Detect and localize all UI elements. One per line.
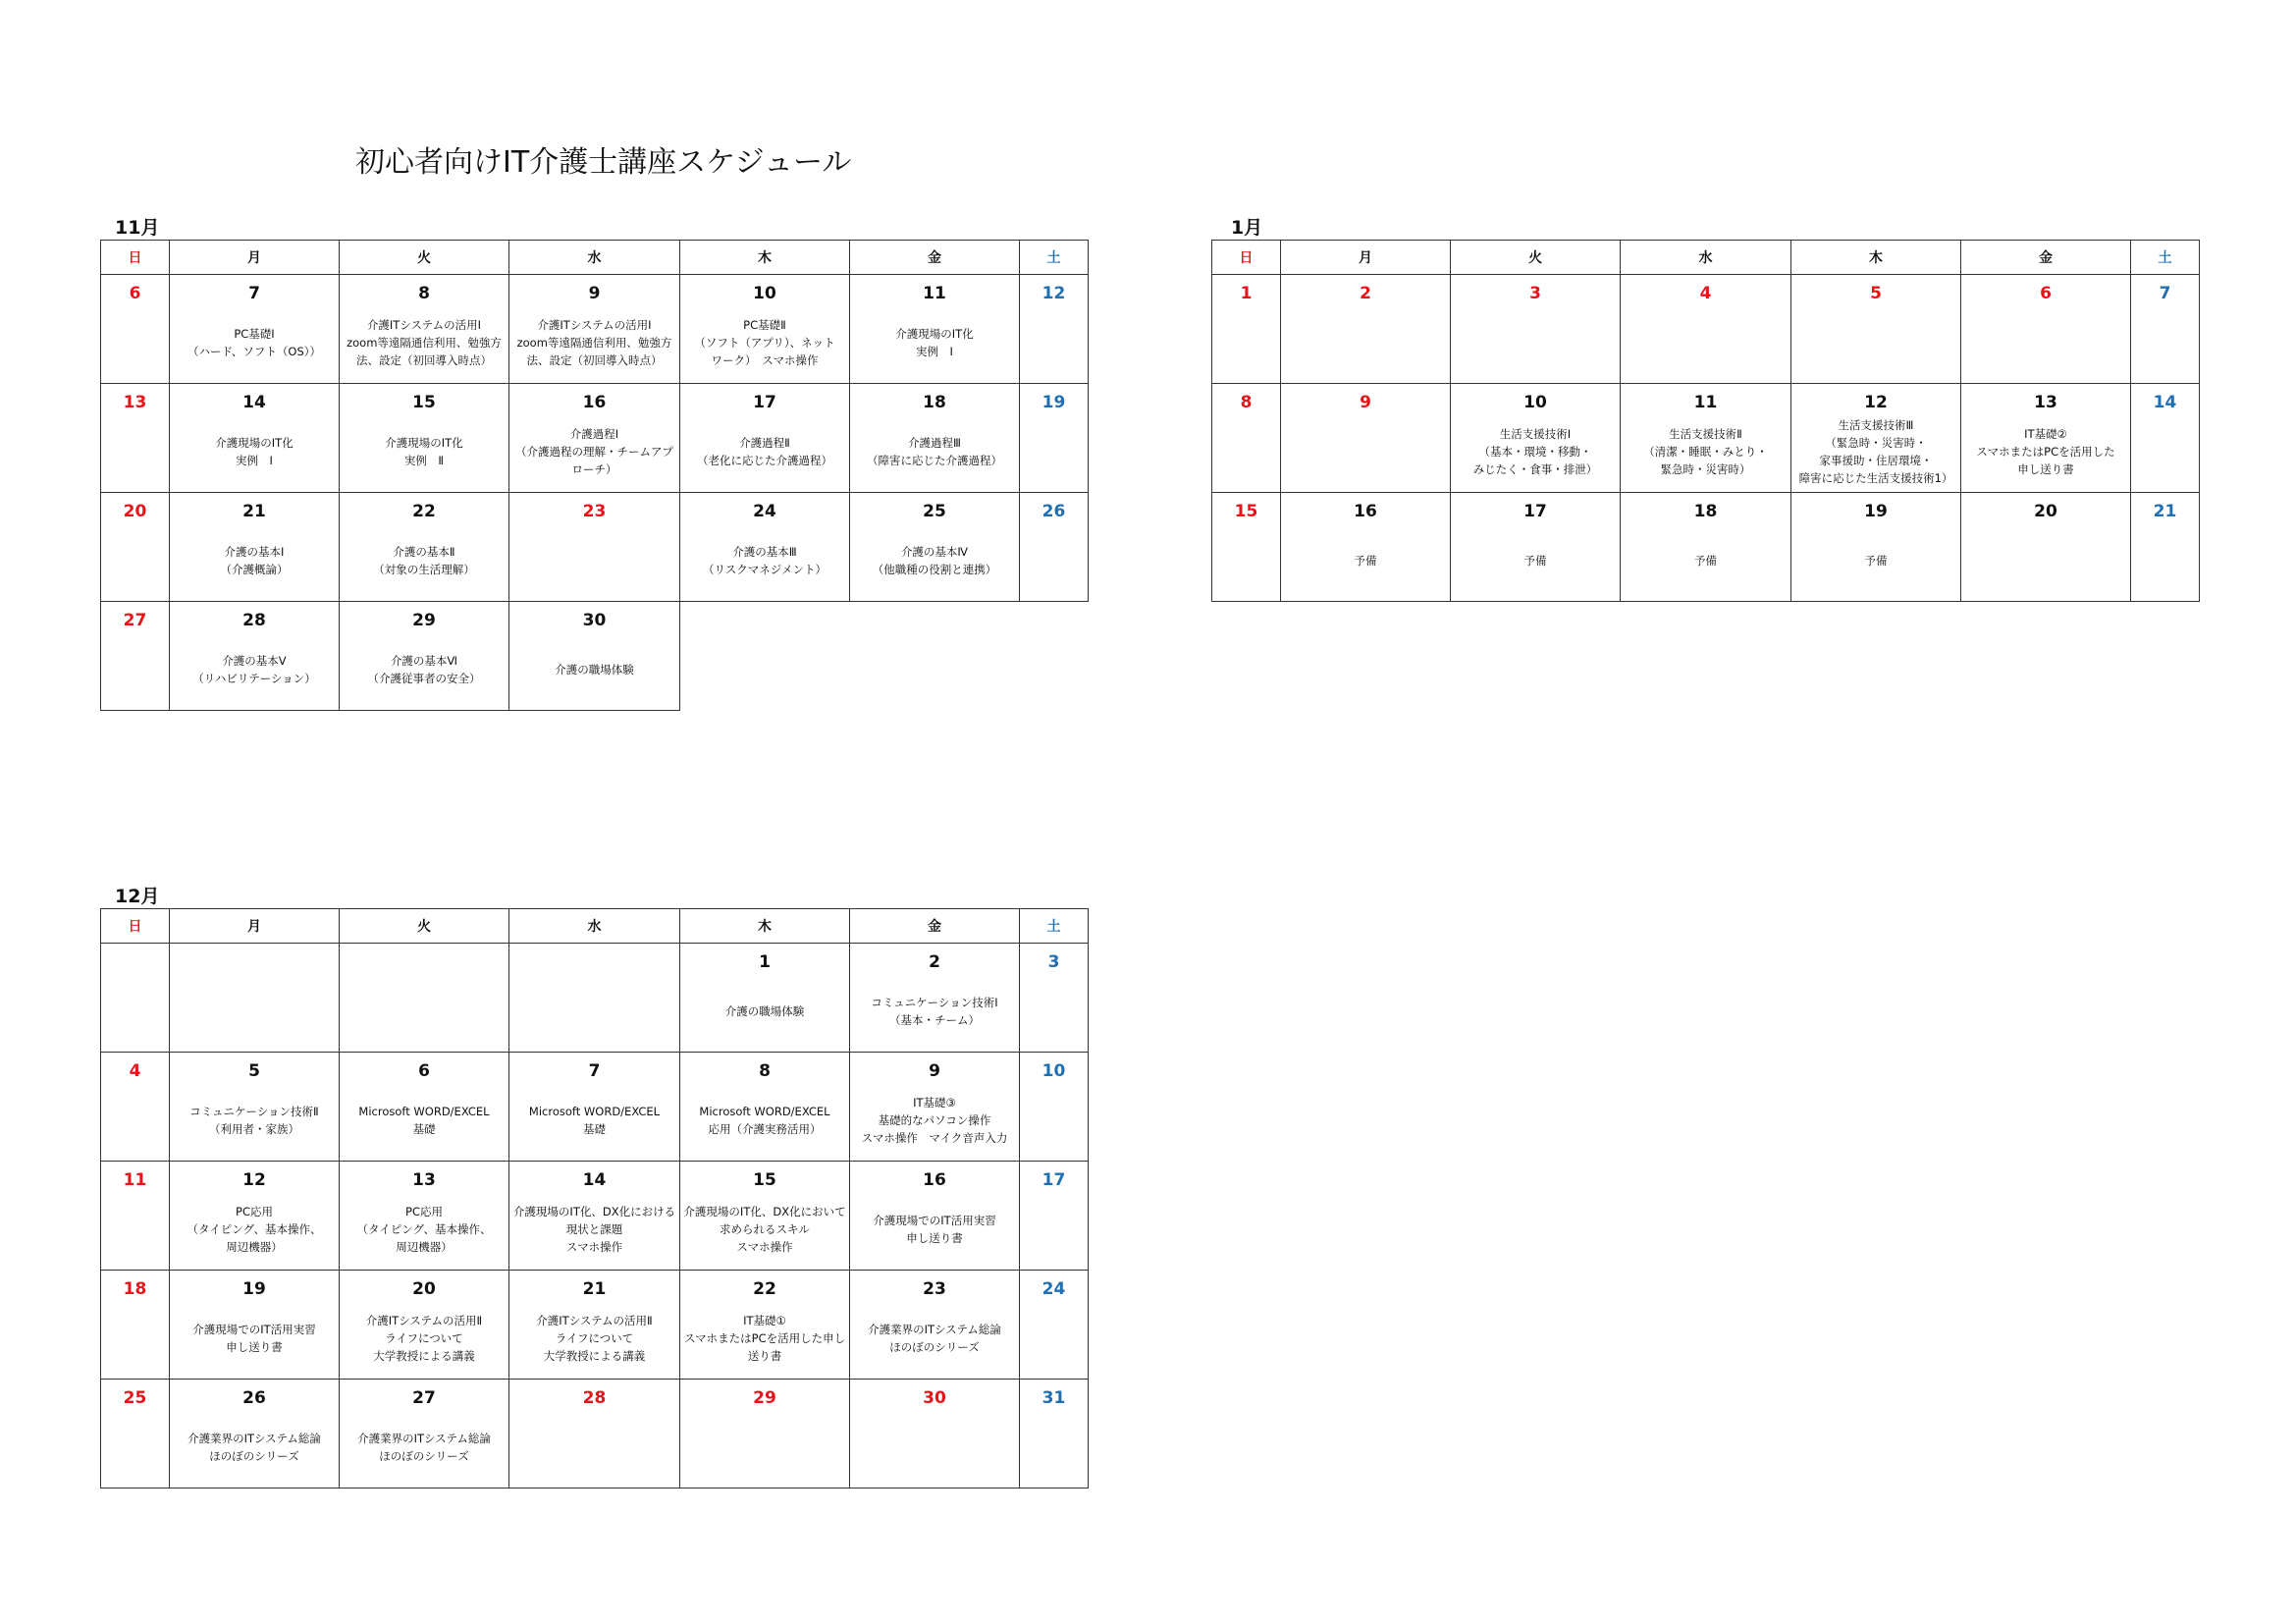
event-text: 予備 bbox=[1864, 554, 1888, 568]
day-cell bbox=[680, 1162, 850, 1271]
weekday-header: 木 bbox=[1791, 241, 1961, 275]
week-row bbox=[1212, 275, 2200, 384]
day-cell bbox=[340, 944, 509, 1053]
day-cell bbox=[1281, 384, 1451, 493]
day-number: 20 bbox=[412, 1279, 436, 1299]
day-number: 16 bbox=[582, 393, 607, 412]
empty-slot bbox=[850, 602, 1020, 711]
day-cell bbox=[680, 275, 850, 384]
day-number: 3 bbox=[1047, 952, 1060, 972]
event-text bbox=[1020, 1300, 1088, 1377]
event-text: PC基礎Ⅰ （ハード、ソフト（OS）） bbox=[187, 327, 322, 358]
day-number: 14 bbox=[242, 393, 266, 412]
event-text: PC応用 （タイピング、基本操作、 周辺機器） bbox=[187, 1205, 322, 1254]
event-text bbox=[101, 973, 169, 1050]
event-text bbox=[101, 631, 169, 708]
week-row bbox=[101, 493, 1089, 602]
day-cell bbox=[170, 1271, 340, 1380]
event-text bbox=[680, 1409, 849, 1486]
day-cell bbox=[1961, 275, 2131, 384]
event-text: 介護業界のITシステム総論 ほのぼのシリーズ bbox=[187, 1432, 321, 1463]
calendar-december bbox=[100, 908, 1089, 1489]
day-cell bbox=[1020, 493, 1089, 602]
day-number: 13 bbox=[2034, 393, 2057, 412]
day-cell bbox=[509, 1053, 680, 1162]
day-number: 6 bbox=[418, 1061, 430, 1081]
day-cell bbox=[1621, 275, 1791, 384]
event-text bbox=[101, 1300, 169, 1377]
day-cell bbox=[340, 384, 509, 493]
event-text: 介護の基本Ⅴ （リハビリテーション） bbox=[192, 654, 316, 685]
weekday-header: 土 bbox=[1020, 241, 1089, 275]
event-text bbox=[101, 522, 169, 599]
day-cell bbox=[850, 1162, 1020, 1271]
day-cell bbox=[101, 384, 170, 493]
day-number: 14 bbox=[582, 1170, 607, 1190]
day-number: 12 bbox=[1041, 284, 1066, 303]
day-cell bbox=[509, 493, 680, 602]
day-cell bbox=[1961, 493, 2131, 602]
event-text: 予備 bbox=[1523, 554, 1547, 568]
month-label-december: 12月 bbox=[115, 886, 160, 907]
day-number: 17 bbox=[753, 393, 776, 412]
day-number: 20 bbox=[123, 502, 147, 521]
week-row bbox=[101, 1162, 1089, 1271]
weekday-header: 水 bbox=[509, 241, 680, 275]
day-number: 28 bbox=[242, 611, 266, 630]
event-text: 生活支援技術Ⅰ （基本・環境・移動・ みじたく・食事・排泄） bbox=[1472, 427, 1598, 476]
weekday-header: 木 bbox=[680, 909, 850, 944]
day-number: 15 bbox=[753, 1170, 776, 1190]
event-text bbox=[509, 1409, 679, 1486]
day-number: 31 bbox=[1041, 1388, 1066, 1408]
week-row bbox=[101, 1053, 1089, 1162]
weekday-header: 月 bbox=[1281, 241, 1451, 275]
event-text: 介護現場のIT化、DX化における 現状と課題 スマホ操作 bbox=[512, 1205, 676, 1254]
day-number: 2 bbox=[1360, 284, 1371, 303]
weekday-header: 水 bbox=[1621, 241, 1791, 275]
event-text: 介護ITシステムの活用Ⅰ zoom等遠隔通信利用、勉強方 法、設定（初回導入時点） bbox=[516, 318, 672, 367]
event-text: PC応用 （タイピング、基本操作、 周辺機器） bbox=[356, 1205, 492, 1254]
event-text: 介護現場のIT化 実例 Ⅱ bbox=[385, 436, 463, 467]
day-number: 21 bbox=[2153, 502, 2177, 521]
day-cell bbox=[1020, 944, 1089, 1053]
event-text: 介護過程Ⅱ （老化に応じた介護過程） bbox=[697, 436, 832, 467]
day-number: 9 bbox=[929, 1061, 940, 1081]
day-cell bbox=[1791, 493, 1961, 602]
day-number: 27 bbox=[123, 611, 147, 630]
day-number: 15 bbox=[412, 393, 436, 412]
day-cell bbox=[340, 1053, 509, 1162]
event-text: 介護現場のIT化、DX化において 求められるスキル スマホ操作 bbox=[683, 1205, 846, 1254]
day-cell bbox=[1020, 1162, 1089, 1271]
day-number: 24 bbox=[753, 502, 776, 521]
day-number: 29 bbox=[412, 611, 436, 630]
weekday-header: 火 bbox=[1451, 241, 1621, 275]
event-text: 介護の基本Ⅲ （リスクマネジメント） bbox=[703, 545, 827, 576]
weekday-header: 金 bbox=[850, 241, 1020, 275]
event-text bbox=[2131, 522, 2199, 599]
day-number: 19 bbox=[242, 1279, 266, 1299]
event-text: 介護の職場体験 bbox=[724, 1004, 805, 1018]
event-text bbox=[1451, 304, 1620, 381]
day-cell bbox=[101, 1380, 170, 1489]
month-label-november: 11月 bbox=[115, 217, 160, 239]
event-text bbox=[1020, 1191, 1088, 1268]
day-number: 25 bbox=[123, 1388, 147, 1408]
day-number: 10 bbox=[753, 284, 776, 303]
day-cell bbox=[101, 1053, 170, 1162]
day-cell bbox=[340, 1380, 509, 1489]
day-cell bbox=[1451, 493, 1621, 602]
day-cell bbox=[1961, 384, 2131, 493]
week-row bbox=[1212, 493, 2200, 602]
event-text: コミュニケーション技術Ⅰ （基本・チーム） bbox=[871, 996, 998, 1027]
day-number: 23 bbox=[923, 1279, 946, 1299]
event-text: 介護現場のIT化 実例 Ⅰ bbox=[895, 327, 974, 358]
day-number: 5 bbox=[248, 1061, 260, 1081]
day-number: 30 bbox=[582, 611, 607, 630]
weekday-header: 木 bbox=[680, 241, 850, 275]
day-cell bbox=[170, 1162, 340, 1271]
day-cell bbox=[170, 493, 340, 602]
day-cell bbox=[1020, 1053, 1089, 1162]
day-number: 22 bbox=[753, 1279, 776, 1299]
day-number: 9 bbox=[588, 284, 601, 303]
day-cell bbox=[680, 493, 850, 602]
day-cell bbox=[1791, 384, 1961, 493]
day-number: 19 bbox=[1041, 393, 1066, 412]
weekday-header: 月 bbox=[170, 241, 340, 275]
event-text bbox=[1020, 1409, 1088, 1486]
event-text: PC基礎Ⅱ （ソフト（アプリ）、ネット ワーク） スマホ操作 bbox=[694, 318, 835, 367]
day-cell bbox=[101, 275, 170, 384]
day-cell bbox=[170, 944, 340, 1053]
event-text bbox=[1212, 413, 1280, 490]
event-text: IT基礎② スマホまたはPCを活用した 申し送り書 bbox=[1976, 427, 2115, 476]
day-cell bbox=[1212, 384, 1281, 493]
weekday-header: 火 bbox=[340, 909, 509, 944]
week-row bbox=[101, 275, 1089, 384]
day-number: 11 bbox=[923, 284, 946, 303]
day-cell bbox=[340, 1271, 509, 1380]
day-cell bbox=[850, 944, 1020, 1053]
day-cell bbox=[2131, 275, 2200, 384]
event-text: Microsoft WORD/EXCEL 基礎 bbox=[528, 1105, 661, 1136]
weekday-header-row bbox=[101, 909, 1089, 944]
event-text: 介護の職場体験 bbox=[555, 663, 634, 677]
day-cell bbox=[1020, 1380, 1089, 1489]
day-cell bbox=[1451, 384, 1621, 493]
event-text: 介護過程Ⅲ （障害に応じた介護過程） bbox=[867, 436, 1002, 467]
day-number: 26 bbox=[242, 1388, 266, 1408]
event-text: IT基礎③ 基礎的なパソコン操作 スマホ操作 マイク音声入力 bbox=[861, 1096, 1008, 1145]
event-text bbox=[1020, 304, 1088, 381]
day-number: 27 bbox=[412, 1388, 436, 1408]
day-number: 4 bbox=[1699, 284, 1712, 303]
event-text bbox=[850, 1409, 1019, 1486]
day-number: 13 bbox=[412, 1170, 436, 1190]
day-number: 20 bbox=[2034, 502, 2057, 521]
day-number: 19 bbox=[1864, 502, 1888, 521]
day-number: 3 bbox=[1529, 284, 1541, 303]
day-cell bbox=[1020, 1271, 1089, 1380]
day-cell bbox=[1451, 275, 1621, 384]
weekday-header: 日 bbox=[1212, 241, 1281, 275]
event-text: 介護業界のITシステム総論 ほのぼのシリーズ bbox=[868, 1323, 1001, 1354]
day-number: 11 bbox=[1693, 393, 1718, 412]
event-text bbox=[170, 973, 339, 1050]
weekday-header-row bbox=[101, 241, 1089, 275]
day-cell bbox=[850, 384, 1020, 493]
day-number: 15 bbox=[1234, 502, 1258, 521]
event-text bbox=[1281, 304, 1450, 381]
event-text: 介護の基本Ⅵ （介護従事者の安全） bbox=[367, 654, 481, 685]
weekday-header: 土 bbox=[2131, 241, 2200, 275]
weekday-header: 金 bbox=[850, 909, 1020, 944]
calendar-november bbox=[100, 240, 1089, 711]
event-text: 介護ITシステムの活用Ⅱ ライフについて 大学教授による講義 bbox=[536, 1314, 653, 1363]
weekday-header: 日 bbox=[101, 909, 170, 944]
day-cell bbox=[101, 1271, 170, 1380]
week-row bbox=[101, 1271, 1089, 1380]
event-text: 予備 bbox=[1694, 554, 1717, 568]
event-text: IT基礎① スマホまたはPCを活用した申し 送り書 bbox=[683, 1314, 846, 1363]
empty-slot bbox=[680, 602, 850, 711]
day-number: 8 bbox=[418, 284, 430, 303]
day-cell bbox=[1621, 493, 1791, 602]
event-text bbox=[509, 522, 679, 599]
day-cell bbox=[1020, 275, 1089, 384]
day-cell bbox=[680, 384, 850, 493]
empty-slot bbox=[1020, 602, 1089, 711]
week-row bbox=[101, 944, 1089, 1053]
day-cell bbox=[1212, 493, 1281, 602]
day-cell bbox=[170, 602, 340, 711]
day-cell bbox=[340, 275, 509, 384]
day-number: 6 bbox=[2040, 284, 2052, 303]
day-number: 28 bbox=[582, 1388, 607, 1408]
event-text: Microsoft WORD/EXCEL 基礎 bbox=[358, 1105, 490, 1136]
week-row bbox=[101, 602, 1089, 711]
event-text bbox=[340, 973, 508, 1050]
page-title: 初心者向けIT介護士講座スケジュール bbox=[355, 145, 852, 180]
day-number: 30 bbox=[923, 1388, 946, 1408]
event-text: 介護ITシステムの活用Ⅱ ライフについて 大学教授による講義 bbox=[365, 1314, 483, 1363]
event-text: Microsoft WORD/EXCEL 応用（介護実務活用） bbox=[699, 1105, 830, 1136]
weekday-header: 金 bbox=[1961, 241, 2131, 275]
day-cell bbox=[340, 493, 509, 602]
event-text: 生活支援技術Ⅲ （緊急時・災害時・ 家事援助・住居環境・ 障害に応じた生活支援技術1） bbox=[1798, 418, 1953, 485]
day-number: 10 bbox=[1041, 1061, 1066, 1081]
day-number: 7 bbox=[588, 1061, 601, 1081]
day-cell bbox=[1281, 275, 1451, 384]
event-text: 生活支援技術Ⅱ （清潔・睡眠・みとり・ 緊急時・災害時） bbox=[1643, 427, 1768, 476]
day-cell bbox=[170, 1380, 340, 1489]
day-number: 17 bbox=[1041, 1170, 1066, 1190]
day-number: 7 bbox=[2159, 284, 2171, 303]
event-text: 介護ITシステムの活用Ⅰ zoom等遠隔通信利用、勉強方 法、設定（初回導入時点） bbox=[347, 318, 502, 367]
day-cell bbox=[340, 1162, 509, 1271]
weekday-header: 月 bbox=[170, 909, 340, 944]
day-cell bbox=[1212, 275, 1281, 384]
week-row bbox=[1212, 384, 2200, 493]
day-cell bbox=[509, 1380, 680, 1489]
event-text: 介護過程Ⅰ （介護過程の理解・チームアプ ローチ） bbox=[515, 427, 673, 476]
event-text: 介護の基本Ⅰ （介護概論） bbox=[220, 545, 289, 576]
event-text: 予備 bbox=[1354, 554, 1377, 568]
day-cell bbox=[101, 1162, 170, 1271]
event-text bbox=[1212, 304, 1280, 381]
day-cell bbox=[509, 1162, 680, 1271]
day-cell bbox=[509, 275, 680, 384]
day-number: 5 bbox=[1870, 284, 1882, 303]
event-text: 介護業界のITシステム総論 ほのぼのシリーズ bbox=[357, 1432, 491, 1463]
event-text bbox=[1020, 522, 1088, 599]
day-cell bbox=[850, 275, 1020, 384]
day-cell bbox=[850, 1380, 1020, 1489]
day-number: 18 bbox=[123, 1279, 147, 1299]
weekday-header: 水 bbox=[509, 909, 680, 944]
day-cell bbox=[509, 384, 680, 493]
day-cell bbox=[1791, 275, 1961, 384]
event-text bbox=[101, 413, 169, 490]
day-number: 17 bbox=[1523, 502, 1547, 521]
day-cell bbox=[170, 275, 340, 384]
event-text: 介護の基本Ⅳ （他職種の役割と連携） bbox=[872, 545, 997, 576]
day-cell bbox=[101, 602, 170, 711]
day-cell bbox=[340, 602, 509, 711]
day-cell bbox=[101, 944, 170, 1053]
day-number: 16 bbox=[923, 1170, 946, 1190]
day-number: 8 bbox=[759, 1061, 771, 1081]
day-cell bbox=[1621, 384, 1791, 493]
event-text bbox=[101, 304, 169, 381]
day-number: 9 bbox=[1360, 393, 1371, 412]
day-number: 21 bbox=[582, 1279, 607, 1299]
event-text bbox=[1212, 522, 1280, 599]
day-number: 18 bbox=[923, 393, 946, 412]
day-cell bbox=[170, 1053, 340, 1162]
event-text bbox=[101, 1191, 169, 1268]
day-cell bbox=[850, 493, 1020, 602]
event-text bbox=[1961, 304, 2130, 381]
day-number: 16 bbox=[1354, 502, 1377, 521]
event-text: 介護現場のIT化 実例 Ⅰ bbox=[215, 436, 294, 467]
day-cell bbox=[680, 944, 850, 1053]
event-text bbox=[509, 973, 679, 1050]
day-cell bbox=[2131, 493, 2200, 602]
day-number: 1 bbox=[1240, 284, 1253, 303]
day-cell bbox=[2131, 384, 2200, 493]
day-number: 14 bbox=[2153, 393, 2177, 412]
event-text: コミュニケーション技術Ⅱ （利用者・家族） bbox=[189, 1105, 319, 1136]
day-number: 7 bbox=[248, 284, 260, 303]
day-number: 10 bbox=[1523, 393, 1547, 412]
day-number: 22 bbox=[412, 502, 436, 521]
week-row bbox=[101, 384, 1089, 493]
day-cell bbox=[509, 944, 680, 1053]
day-number: 1 bbox=[759, 952, 771, 972]
event-text bbox=[2131, 413, 2199, 490]
weekday-header: 日 bbox=[101, 241, 170, 275]
event-text bbox=[1281, 413, 1450, 490]
event-text bbox=[1791, 304, 1960, 381]
day-cell bbox=[680, 1380, 850, 1489]
day-number: 26 bbox=[1041, 502, 1066, 521]
calendar-january bbox=[1211, 240, 2200, 602]
day-cell bbox=[850, 1053, 1020, 1162]
day-cell bbox=[850, 1271, 1020, 1380]
day-number: 8 bbox=[1240, 393, 1253, 412]
week-row bbox=[101, 1380, 1089, 1489]
day-cell bbox=[1281, 493, 1451, 602]
day-number: 6 bbox=[129, 284, 141, 303]
day-number: 23 bbox=[582, 502, 607, 521]
event-text bbox=[1020, 413, 1088, 490]
day-number: 11 bbox=[123, 1170, 147, 1190]
event-text bbox=[1020, 1082, 1088, 1159]
day-cell bbox=[509, 1271, 680, 1380]
event-text bbox=[1621, 304, 1790, 381]
day-number: 29 bbox=[753, 1388, 776, 1408]
day-cell bbox=[509, 602, 680, 711]
event-text bbox=[101, 1409, 169, 1486]
day-cell bbox=[680, 1053, 850, 1162]
day-cell bbox=[680, 1271, 850, 1380]
weekday-header-row bbox=[1212, 241, 2200, 275]
day-number: 24 bbox=[1041, 1279, 1066, 1299]
event-text: 介護の基本Ⅱ （対象の生活理解） bbox=[373, 545, 475, 576]
event-text: 介護現場でのIT活用実習 申し送り書 bbox=[192, 1323, 316, 1354]
weekday-header: 火 bbox=[340, 241, 509, 275]
day-number: 18 bbox=[1693, 502, 1718, 521]
event-text bbox=[1020, 973, 1088, 1050]
day-cell bbox=[1020, 384, 1089, 493]
weekday-header: 土 bbox=[1020, 909, 1089, 944]
event-text bbox=[101, 1082, 169, 1159]
day-number: 21 bbox=[242, 502, 266, 521]
day-number: 13 bbox=[123, 393, 147, 412]
day-number: 25 bbox=[923, 502, 946, 521]
event-text bbox=[2131, 304, 2199, 381]
event-text bbox=[1961, 522, 2130, 599]
day-number: 12 bbox=[1864, 393, 1888, 412]
month-label-january: 1月 bbox=[1231, 217, 1263, 239]
event-text: 介護現場でのIT活用実習 申し送り書 bbox=[873, 1214, 996, 1245]
day-cell bbox=[170, 384, 340, 493]
day-cell bbox=[101, 493, 170, 602]
day-number: 2 bbox=[929, 952, 940, 972]
day-number: 12 bbox=[242, 1170, 266, 1190]
day-number: 4 bbox=[129, 1061, 141, 1081]
